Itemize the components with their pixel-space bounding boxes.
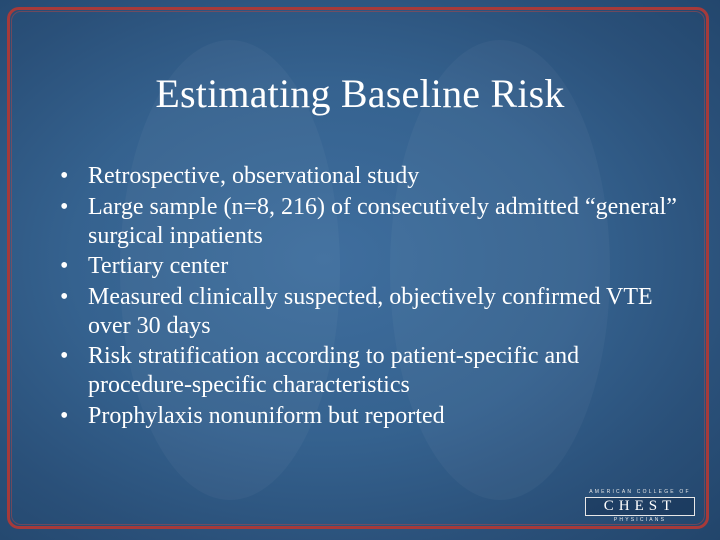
bullet-text: Measured clinically suspected, objectively confirmed VTE over 30 days [88,283,653,339]
bullet-item [60,162,680,191]
bullet-item [60,193,680,251]
bullet-dot: • [60,253,69,279]
bullet-list [60,162,680,432]
bullet-dot: • [60,343,69,369]
bullet-item [60,283,680,341]
bullet-text: Risk stratification according to patient-specific and procedure-specific characteristics [88,343,580,398]
bullet-item [60,402,680,431]
bullet-item [60,342,680,400]
bullet-dot: • [60,283,69,310]
bullet-dot: • [60,193,69,220]
logo-main-text: CHEST [603,498,677,514]
logo-box [585,497,695,516]
bullet-text: Retrospective, observational study [88,163,420,189]
bullet-dot: • [60,402,69,429]
chest-logo [585,489,695,527]
bullet-item [60,252,680,281]
bullet-text: Prophylaxis nonuniform but reported [88,402,445,429]
bullet-text: Large sample (n=8, 216) of consecutively admitted “general” surgical inpatients [88,193,677,249]
logo-top-text: AMERICAN COLLEGE OF [589,489,691,495]
slide-title: Estimating Baseline Risk [155,71,565,116]
bullet-text: Tertiary center [88,253,229,279]
bullet-dot: • [60,163,69,189]
logo-bottom-text: PHYSICIANS [613,517,667,523]
